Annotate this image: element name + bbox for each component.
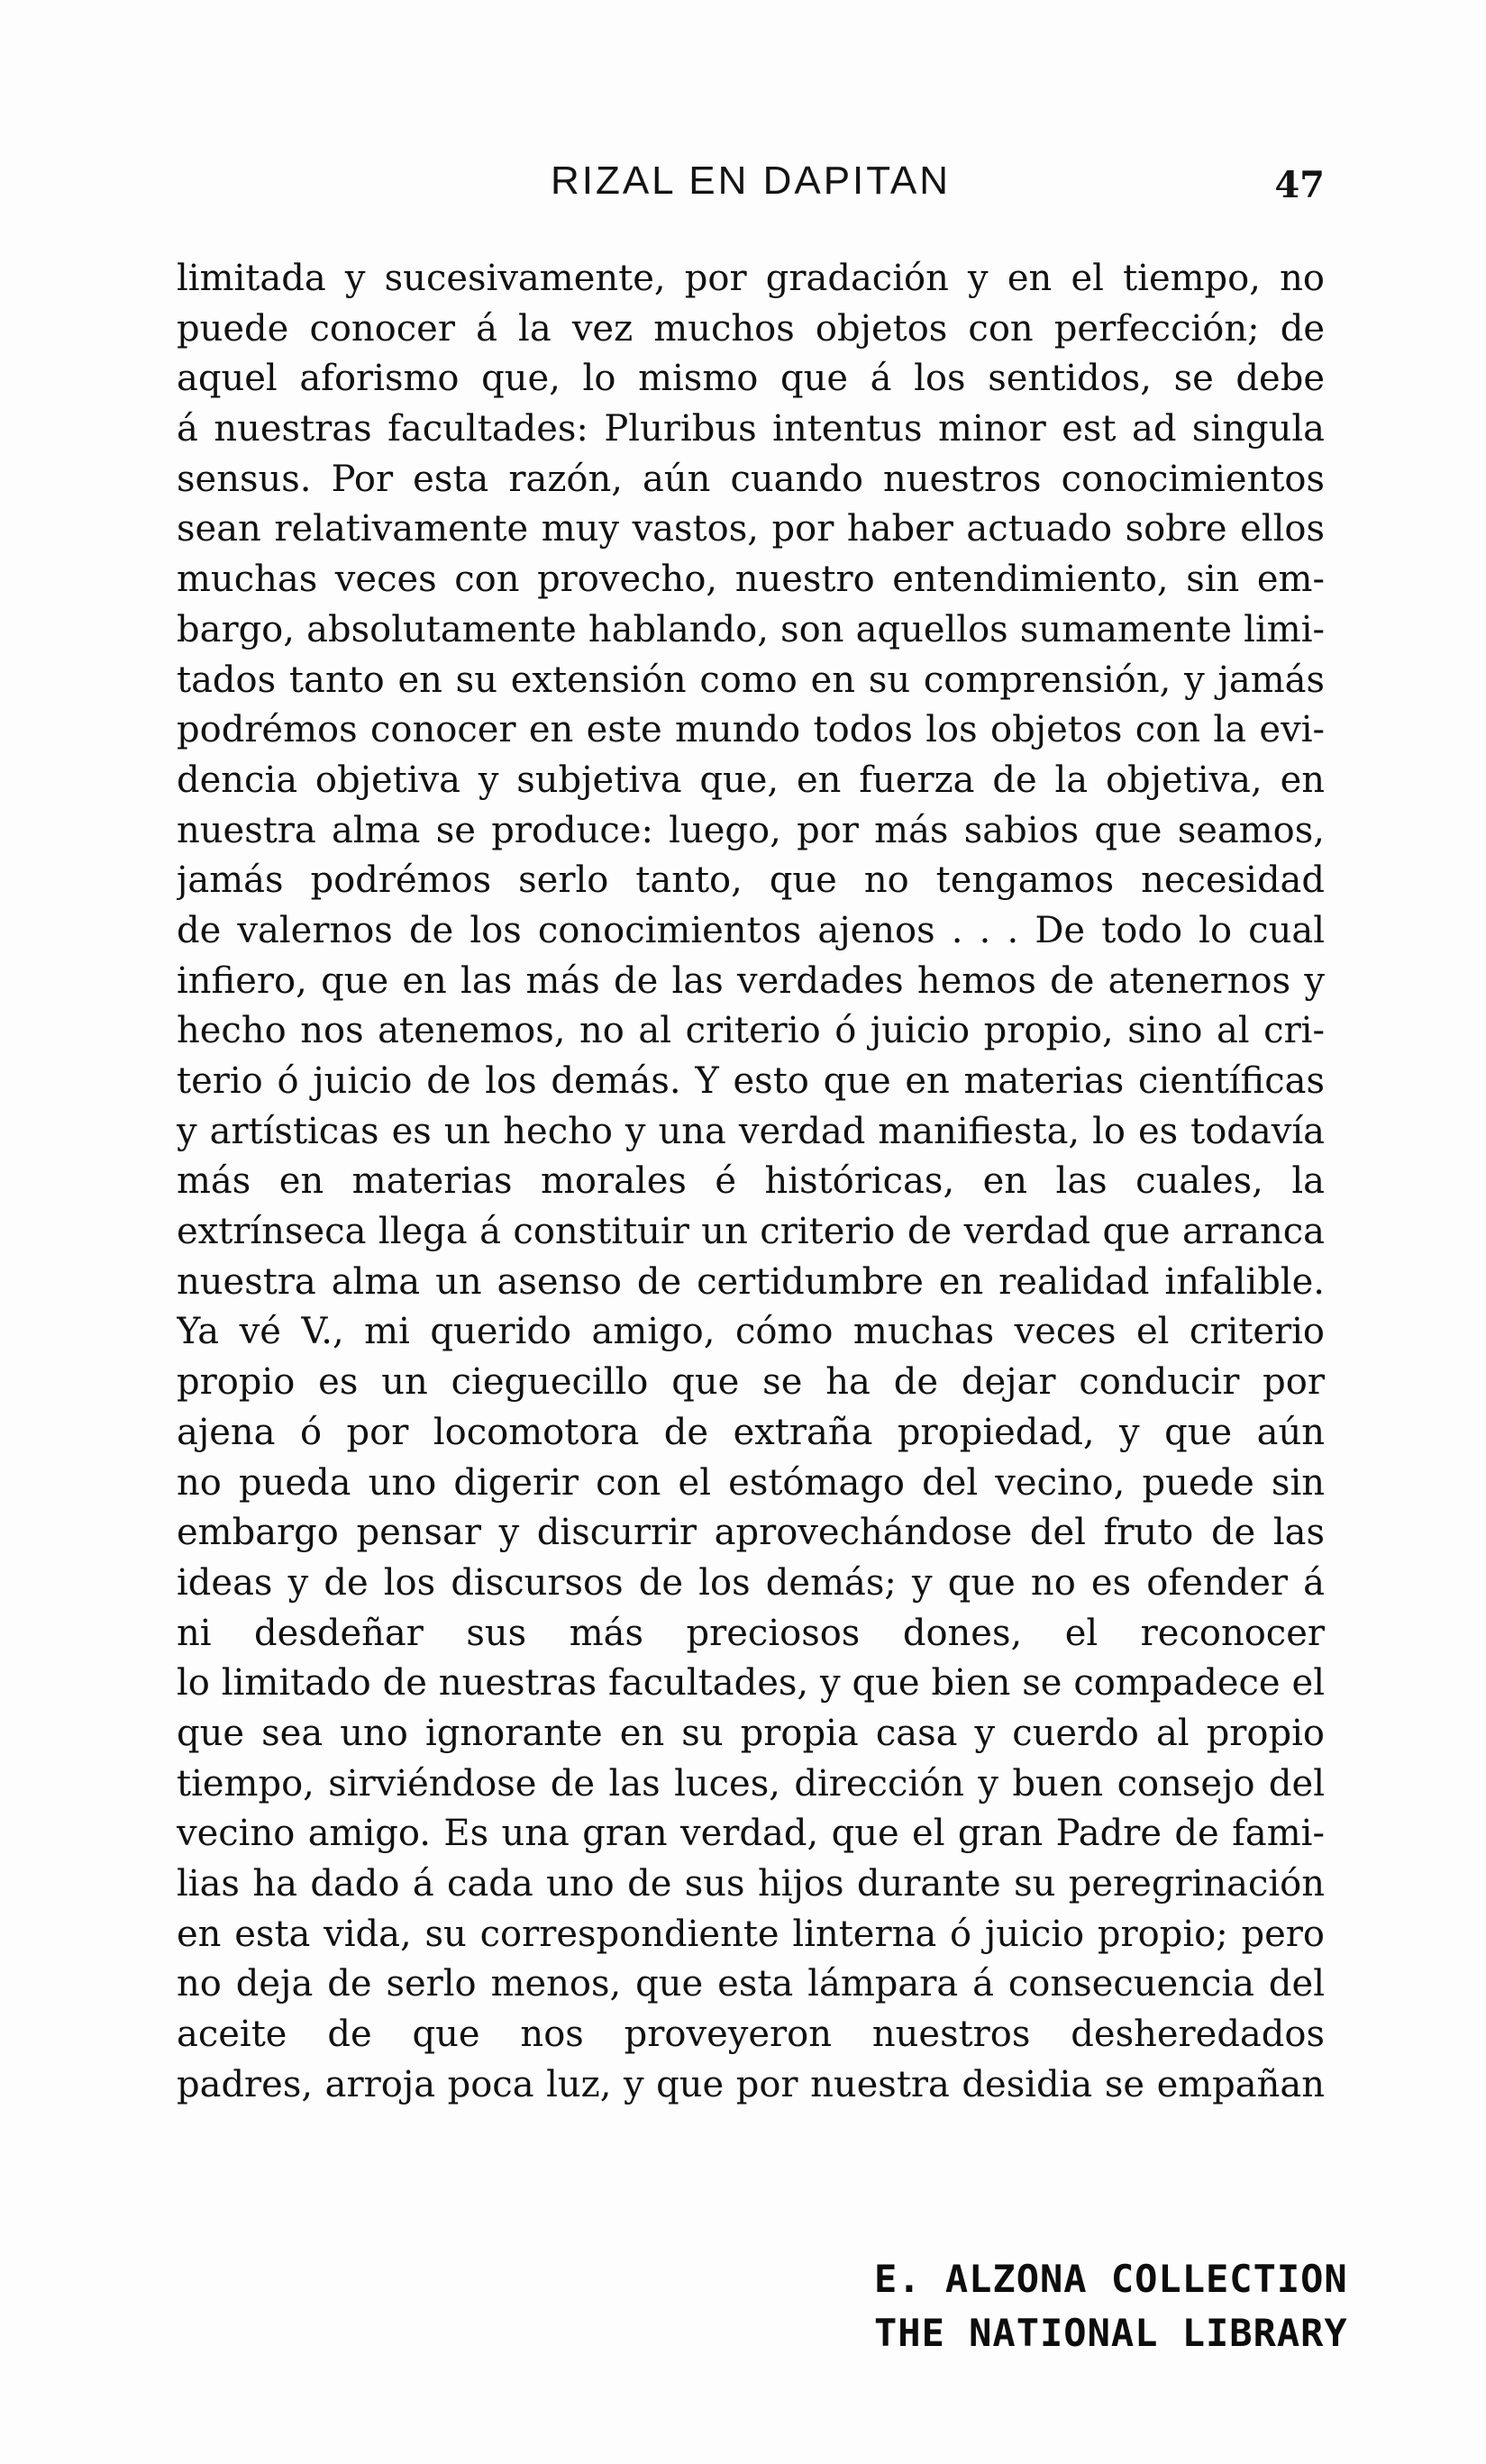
text-line: de valernos de los conocimientos ajenos . . . De todo lo cual xyxy=(177,909,1325,951)
text-line: hecho nos atenemos, no al criterio ó juicio propio, sino al cri- xyxy=(177,1010,1325,1052)
text-line: ideas y de los discursos de los demás; y que no es ofender á xyxy=(177,1561,1325,1604)
text-line: sensus. Por esta razón, aún cuando nuestros conocimientos xyxy=(177,458,1325,500)
text-line: dencia objetiva y subjetiva que, en fuerza de la objetiva, en xyxy=(177,759,1325,801)
text-line: no deja de serlo menos, que esta lámpara á consecuencia del xyxy=(177,1963,1325,2005)
text-line: que sea uno ignorante en su propia casa y cuerdo al propio xyxy=(177,1712,1325,1754)
text-line: lias ha dado á cada uno de sus hijos durante su peregrinación xyxy=(177,1863,1325,1905)
body-text xyxy=(177,254,1325,2110)
text-line: tiempo, sirviéndose de las luces, dirección y buen consejo del xyxy=(177,1762,1325,1805)
text-line: y artísticas es un hecho y una verdad manifiesta, lo es todavía xyxy=(177,1110,1325,1152)
stamp-line-library: THE NATIONAL LIBRARY xyxy=(874,2311,1348,2355)
text-line: limitada y sucesivamente, por gradación y en el tiempo, no xyxy=(177,258,1325,299)
text-line: no pueda uno digerir con el estómago del vecino, puede sin xyxy=(177,1461,1325,1504)
text-line: terio ó juicio de los demás. Y esto que en materias científicas xyxy=(177,1060,1325,1102)
text-line: Ya vé V., mi querido amigo, cómo muchas veces el criterio xyxy=(177,1311,1325,1353)
text-line: sean relativamente muy vastos, por haber actuado sobre ellos xyxy=(177,508,1325,550)
text-line: propio es un cieguecillo que se ha de dejar conducir por xyxy=(177,1361,1325,1404)
stamp-line-collection: E. ALZONA COLLECTION xyxy=(874,2257,1348,2301)
text-line: vecino amigo. Es una gran verdad, que el gran Padre de fami- xyxy=(177,1813,1325,1855)
text-line: podrémos conocer en este mundo todos los objetos con la evi- xyxy=(177,709,1325,751)
text-line: infiero, que en las más de las verdades hemos de atenernos y xyxy=(177,959,1325,1002)
text-line: nuestra alma se produce: luego, por más sabios que seamos, xyxy=(177,809,1325,851)
text-line: ni desdeñar sus más preciosos dones, el reconocer xyxy=(177,1612,1325,1654)
text-line: en esta vida, su correspondiente linterna ó juicio propio; pero xyxy=(177,1913,1325,1955)
text-line: muchas veces con provecho, nuestro entendimiento, sin em- xyxy=(177,559,1325,601)
running-title: RIZAL EN DAPITAN xyxy=(550,159,952,203)
text-line: aceite de que nos proveyeron nuestros desheredados xyxy=(177,2014,1325,2056)
text-line: bargo, absolutamente hablando, son aquellos sumamente limi- xyxy=(177,608,1325,650)
text-line: á nuestras facultades: Pluribus intentus minor est ad singula xyxy=(177,408,1325,450)
text-line: ajena ó por locomotora de extraña propiedad, y que aún xyxy=(177,1411,1325,1453)
text-line: más en materias morales é históricas, en las cuales, la xyxy=(177,1160,1325,1203)
text-line: aquel aforismo que, lo mismo que á los sentidos, se debe xyxy=(177,358,1325,400)
library-stamp xyxy=(874,2252,1388,2360)
text-line: puede conocer á la vez muchos objetos con perfección; de xyxy=(177,307,1325,350)
text-line: embargo pensar y discurrir aprovechándose del fruto de las xyxy=(177,1512,1325,1554)
text-line: lo limitado de nuestras facultades, y que bien se compadece el xyxy=(177,1662,1325,1705)
page-number: 47 xyxy=(1274,164,1325,206)
text-line: nuestra alma un asenso de certidumbre en realidad infalible. xyxy=(177,1260,1325,1303)
text-line: jamás podrémos serlo tanto, que no tengamos necesidad xyxy=(177,859,1325,902)
text-line: extrínseca llega á constituir un criterio de verdad que arranca xyxy=(177,1211,1325,1253)
text-line: padres, arroja poca luz, y que por nuestra desidia se empañan xyxy=(177,2063,1325,2105)
text-line: tados tanto en su extensión como en su comprensión, y jamás xyxy=(177,659,1325,701)
running-head xyxy=(177,153,1325,216)
